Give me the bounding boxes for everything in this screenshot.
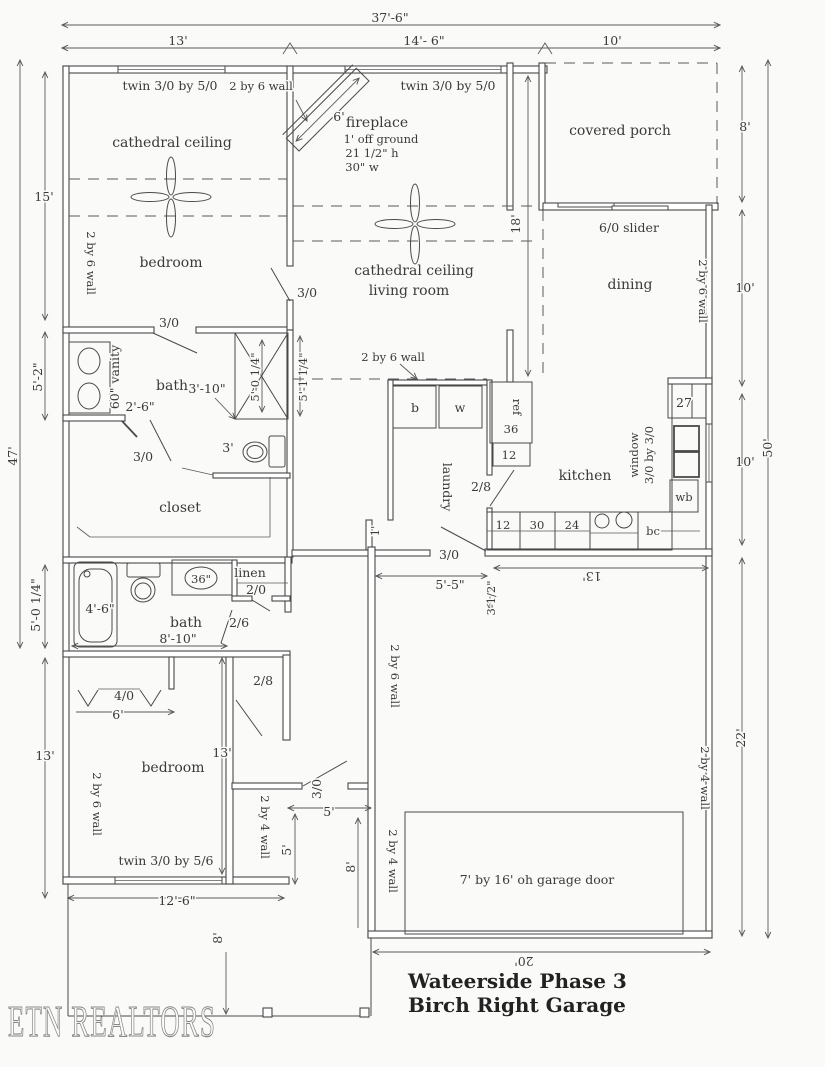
dim-left-47: 47' bbox=[5, 446, 20, 466]
counter-24: 24 bbox=[564, 518, 580, 532]
cab-bc: bc bbox=[646, 524, 660, 538]
master-vanity bbox=[69, 342, 110, 413]
window-kitchen-label-a: window bbox=[627, 432, 641, 478]
wall-top-label: 2 by 6 wall bbox=[229, 79, 293, 93]
door-bed2: 2/8 bbox=[252, 673, 274, 688]
dim-porch-8: 8' bbox=[739, 119, 751, 134]
window-twin-3-label: twin 3/0 by 5/6 bbox=[118, 853, 214, 868]
garage-door-label: 7' by 16' oh garage door bbox=[459, 872, 615, 887]
room-closet: closet bbox=[159, 500, 201, 516]
dim-dining-10: 10' bbox=[735, 280, 755, 295]
toilet-bath2 bbox=[127, 563, 160, 602]
wall-hall2-label: 2 by 4 wall bbox=[258, 795, 272, 859]
counter-12: 12 bbox=[495, 518, 511, 532]
dim-bed2-12-6: 12'-6" bbox=[158, 893, 196, 908]
dim-wall-3-5: 3-1/2" bbox=[484, 580, 498, 616]
dim-top-14-6: 14'- 6" bbox=[403, 33, 445, 48]
window-twin-1-label: twin 3/0 by 5/0 bbox=[122, 78, 218, 93]
dim-closet2-6: 6' bbox=[112, 707, 124, 722]
ceiling-bed1: cathedral ceiling bbox=[112, 135, 232, 151]
wall-garage-left-upper: 2 by 6 wall bbox=[388, 644, 402, 708]
dim-2-6: 2'-6" bbox=[125, 399, 155, 414]
laundry-appliances bbox=[393, 386, 482, 428]
appliance-ref-36: 36 bbox=[503, 422, 519, 436]
dim-overall-width: 37'-6" bbox=[371, 10, 409, 25]
room-bath2: bath bbox=[170, 615, 202, 631]
wall-hall-label: 2 by 6 wall bbox=[361, 350, 425, 364]
dim-living-18: 18' bbox=[508, 214, 523, 234]
doors bbox=[78, 268, 514, 786]
dim-hall-5-1: 5'-1 1/4" bbox=[296, 352, 310, 402]
dim-walk-5a: 5' bbox=[323, 804, 335, 819]
door-laundry-3-0: 3/0 bbox=[438, 547, 460, 562]
wall-bed1-label: 2 by 6 wall bbox=[84, 231, 98, 295]
watermark-text: ETN REALTORS bbox=[8, 997, 216, 1046]
room-covered-porch: covered porch bbox=[569, 123, 671, 139]
cab-27: 27 bbox=[676, 395, 692, 410]
fireplace-note1: 1' off ground bbox=[343, 132, 419, 146]
dim-garage-20: 20' bbox=[514, 954, 534, 969]
dim-left-15: 15' bbox=[34, 189, 54, 204]
dim-walk-8: 8' bbox=[343, 861, 358, 873]
dim-left-5-2: 5'-2" bbox=[30, 362, 45, 392]
dim-left-5-0: 5'-0 1/4" bbox=[28, 578, 43, 632]
dim-top-10: 10' bbox=[602, 33, 622, 48]
fireplace-title: fireplace bbox=[345, 115, 409, 131]
dim-kitchen-10: 10' bbox=[735, 454, 755, 469]
room-dining: dining bbox=[607, 277, 653, 293]
door-hall-3-0: 3/0 bbox=[309, 778, 324, 800]
window-twin-2-label: twin 3/0 by 5/0 bbox=[400, 78, 496, 93]
fireplace-dim: 6' bbox=[333, 109, 345, 124]
room-bed1: bedroom bbox=[139, 255, 203, 271]
dim-left-13: 13' bbox=[35, 748, 55, 763]
dim-stub-1: 1' bbox=[368, 525, 382, 537]
door-laundry-2-8: 2/8 bbox=[470, 479, 492, 494]
windows bbox=[115, 66, 712, 884]
dim-top-13: 13' bbox=[168, 33, 188, 48]
dim-tub-4-6: 4'-6" bbox=[85, 601, 115, 616]
dim-right-50: 50' bbox=[760, 438, 775, 458]
counter-30: 30 bbox=[529, 518, 545, 532]
door-closet2: 4/0 bbox=[113, 688, 135, 703]
dim-3-10: 3'-10" bbox=[188, 381, 226, 396]
dim-hall-5-5: 5'-5" bbox=[435, 577, 465, 592]
fireplace-note2: 21 1/2" h bbox=[345, 146, 399, 160]
wall-bed2-label: 2 by 6 wall bbox=[90, 772, 104, 836]
room-living: living room bbox=[368, 283, 450, 299]
dim-garage-13: 13' bbox=[582, 569, 602, 584]
dim-patio-8: 8' bbox=[210, 932, 225, 944]
door-bed1: 3/0 bbox=[296, 285, 318, 300]
title-block bbox=[407, 969, 627, 1017]
room-mbath: bath bbox=[156, 378, 188, 394]
room-kitchen: kitchen bbox=[558, 468, 612, 484]
door-linen: 2/0 bbox=[245, 582, 267, 597]
appliance-ref: ref bbox=[510, 398, 524, 416]
wall-dining-label: 2 by 6 wall bbox=[696, 259, 710, 323]
door-closet: 3/0 bbox=[132, 449, 154, 464]
title-line1: Wateerside Phase 3 bbox=[408, 969, 627, 993]
dim-garage-22: 22' bbox=[733, 728, 748, 748]
dim-shower-5-0: 5'-0 1/4" bbox=[248, 352, 262, 402]
window-kitchen-label-b: 3/0 by 3/0 bbox=[642, 425, 656, 485]
appliance-ref-12: 12 bbox=[501, 448, 517, 462]
vanity-60-label: 60" vanity bbox=[107, 344, 122, 410]
wall-garage-right-label: 2 by 4 wall bbox=[698, 746, 712, 810]
door-slider-label: 6/0 slider bbox=[599, 220, 659, 235]
dim-bed2-13: 13' bbox=[212, 745, 232, 760]
ceiling-fan-bedroom1 bbox=[131, 157, 211, 237]
closet-linen: linen bbox=[234, 565, 266, 580]
toilet-master bbox=[243, 436, 285, 467]
door-bath2: 2/6 bbox=[228, 615, 250, 630]
vanity-36-label: 36" bbox=[191, 572, 211, 586]
dim-toilet-3: 3' bbox=[222, 440, 234, 455]
dim-walk-5b: 5' bbox=[279, 844, 294, 856]
appliance-b: b bbox=[410, 400, 420, 415]
dim-bath2-8-10: 8'-10" bbox=[159, 631, 197, 646]
appliance-w: w bbox=[454, 400, 466, 415]
ceiling-fan-living bbox=[375, 184, 455, 264]
fireplace-note3: 30" w bbox=[345, 160, 379, 174]
door-mbath: 3/0 bbox=[158, 315, 180, 330]
wall-garage-left-lower: 2 by 4 wall bbox=[386, 829, 400, 893]
room-bed2: bedroom bbox=[141, 760, 205, 776]
title-line2: Birch Right Garage bbox=[408, 993, 626, 1017]
ceiling-living: cathedral ceiling bbox=[354, 263, 474, 279]
room-laundry: laundry bbox=[440, 462, 455, 512]
cab-wb: wb bbox=[675, 490, 693, 504]
